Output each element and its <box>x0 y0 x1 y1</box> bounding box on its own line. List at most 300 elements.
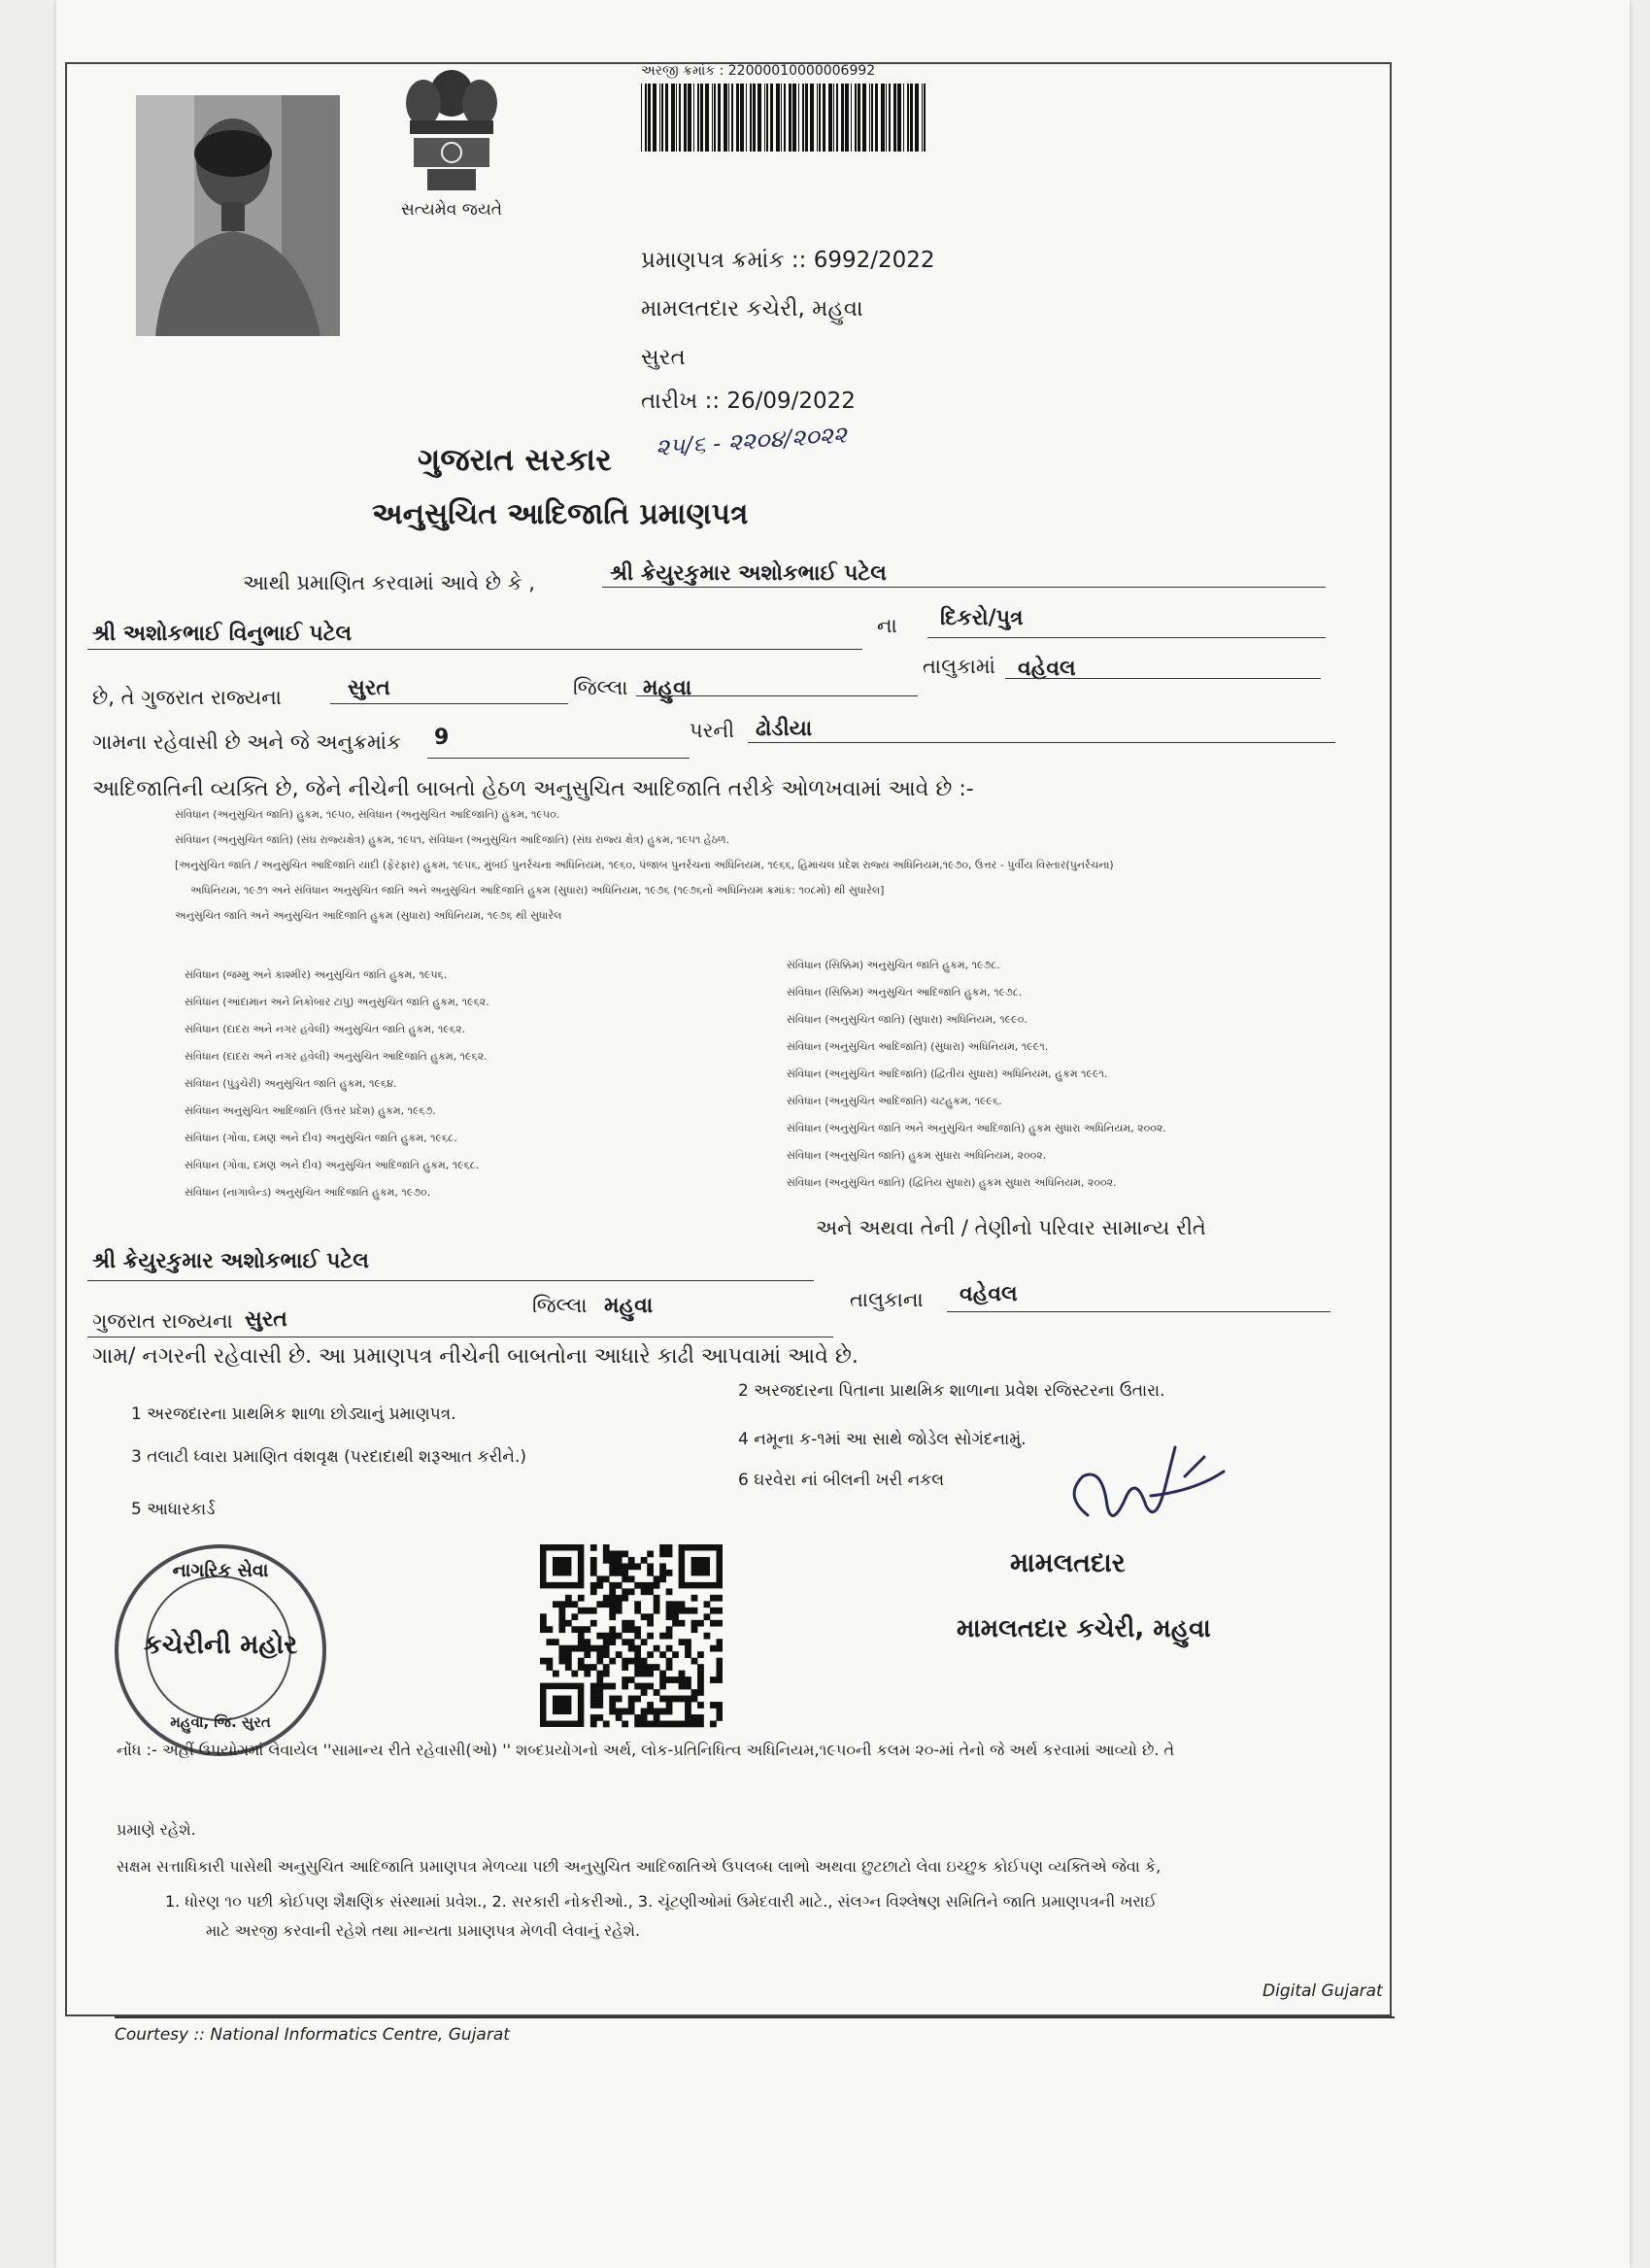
qr-module <box>666 1696 673 1703</box>
qr-module <box>622 1563 628 1570</box>
qr-module <box>647 1702 654 1709</box>
barcode-bar <box>862 84 866 152</box>
qr-module <box>616 1582 623 1589</box>
qr-module <box>634 1714 641 1721</box>
taluka-label-2: તાલુકાના <box>850 1288 924 1311</box>
qr-module <box>565 1601 572 1608</box>
qr-module <box>558 1613 565 1620</box>
state-prefix: છે, તે ગુજરાત રાજ્યના <box>92 686 282 709</box>
qr-module <box>717 1671 723 1677</box>
qr-module <box>590 1620 597 1627</box>
barcode-bar <box>886 84 887 152</box>
order-line: અનુસુચિત જાતિ અને અનુસુચિત આદિજાતિ હુકમ (સુધારા) અધિનિયમ, ૧૯૭૬ થી સુધારેલ <box>175 909 562 922</box>
footer-courtesy: Courtesy :: National Informatics Centre, Gujarat <box>115 2025 510 2045</box>
qr-module <box>565 1651 572 1658</box>
qr-module <box>634 1721 641 1728</box>
qr-module <box>647 1671 654 1677</box>
qr-module <box>647 1721 654 1728</box>
qr-module <box>609 1557 616 1564</box>
order-item: સંવિધાન (અનુસુચિત જાતિ) (સુધારા) અધિનિયમ, ૧૯૯૦. <box>787 1013 1027 1026</box>
order-item: સંવિધાન (અનુસુચિત આદિજાતિ) (દ્વિતીય સુધારા) અધિનિયમ, હુકમ ૧૯૯૧. <box>787 1067 1108 1080</box>
qr-module <box>710 1721 717 1728</box>
qr-module <box>697 1714 704 1721</box>
taluka-label: તાલુકામાં <box>923 655 995 678</box>
qr-module <box>634 1563 641 1570</box>
family-text: અને અથવા તેની / તેણીનો પરિવાર સામાન્ય રીતે <box>816 1216 1206 1239</box>
barcode-bar <box>653 84 657 152</box>
order-item: સંવિધાન (દાદરા અને નગર હવેલી) અનુસુચિત આદિજાતિ હુકમ, ૧૯૬૨. <box>185 1050 488 1063</box>
qr-module <box>553 1601 559 1608</box>
qr-module <box>628 1563 635 1570</box>
qr-module <box>609 1639 616 1645</box>
serial-line <box>427 758 690 759</box>
qr-module <box>571 1601 578 1608</box>
order-item: સંવિધાન (અનુસુચિત જાતિ) (દ્વિતિય સુધારા) હુકમ સુધારા અધિનિયમ, ૨૦૦૨. <box>787 1176 1117 1189</box>
qr-module <box>634 1633 641 1640</box>
qr-module <box>666 1613 673 1620</box>
qr-module <box>666 1645 673 1652</box>
qr-module <box>691 1696 698 1703</box>
barcode-bar <box>792 84 796 152</box>
barcode-bar <box>828 84 832 152</box>
barcode-bar <box>869 84 870 152</box>
qr-module <box>616 1563 623 1570</box>
qr-module <box>654 1689 660 1696</box>
issue-date: તારીખ :: 26/09/2022 <box>641 389 856 414</box>
qr-module <box>697 1702 704 1709</box>
barcode-bar <box>718 84 721 152</box>
qr-module <box>609 1563 616 1570</box>
qr-module <box>578 1664 585 1671</box>
qr-module <box>659 1550 666 1557</box>
qr-module <box>590 1582 597 1589</box>
qr-module <box>685 1696 691 1703</box>
qr-module <box>603 1544 610 1551</box>
qr-module <box>622 1709 628 1715</box>
qr-module <box>717 1714 723 1721</box>
barcode-bar <box>753 84 756 152</box>
office-seal <box>115 1544 326 1756</box>
qr-module <box>666 1626 673 1633</box>
parni-label: પરની <box>690 719 735 742</box>
intro-text: આથી પ્રમાણિત કરવામાં આવે છે કે , <box>243 571 535 594</box>
qr-module <box>622 1575 628 1582</box>
signature <box>1059 1438 1243 1544</box>
qr-module <box>659 1709 666 1715</box>
qr-module <box>717 1709 723 1715</box>
qr-module <box>666 1570 673 1576</box>
applicant-name: શ્રી ક્રેયુરકુમાર અશોકભાઈ પટેલ <box>610 561 887 586</box>
order-item: સંવિધાન (ગોવા, દમણ અને દીવ) અનુસુચિત આદિજાતિ હુકમ, ૧૯૬૮. <box>185 1159 480 1171</box>
qr-module <box>558 1608 565 1614</box>
qr-module <box>590 1645 597 1652</box>
barcode-bar <box>855 84 857 152</box>
qr-module <box>628 1696 635 1703</box>
qr-module <box>710 1676 717 1683</box>
barcode-bar <box>897 84 901 152</box>
order-line: સંવિધાન (અનુસુચિત જાતિ) હુકમ, ૧૯૫૦, સંવિધાન (અનુસુચિત આદિજાતિ) હુકમ, ૧૯૫૦. <box>175 808 560 821</box>
certificate-number: પ્રમાણપત્ર ક્રમાંક :: 6992/2022 <box>641 248 935 273</box>
qr-module <box>565 1658 572 1665</box>
district-value: સુરત <box>348 676 390 700</box>
qr-module <box>717 1702 723 1709</box>
barcode-bar <box>746 84 747 152</box>
applicant-photo <box>136 95 340 336</box>
qr-module <box>571 1671 578 1677</box>
qr-module <box>641 1639 648 1645</box>
qr-module <box>659 1676 666 1683</box>
qr-module <box>628 1588 635 1595</box>
qr-module <box>622 1550 628 1557</box>
qr-module <box>609 1595 616 1602</box>
qr-module <box>691 1721 698 1728</box>
qr-module <box>672 1620 679 1627</box>
taluka-value-2: મહુવા <box>604 1294 654 1318</box>
qr-module <box>584 1671 590 1677</box>
qr-module <box>691 1608 698 1614</box>
basis-text: ગામ/ નગરની રહેવાસી છે. આ પ્રમાણપત્ર નીચેની બાબતોના આધારે કાઢી આપવામાં આવે છે. <box>92 1344 859 1369</box>
qr-module <box>717 1608 723 1614</box>
qr-module <box>565 1595 572 1602</box>
qr-module <box>697 1671 704 1677</box>
qr-module <box>672 1721 679 1728</box>
barcode-bar <box>731 84 733 152</box>
qr-module <box>596 1696 603 1703</box>
qr-module <box>679 1671 686 1677</box>
qr-module <box>634 1601 641 1608</box>
qr-module <box>685 1683 691 1690</box>
note-line: નોંધ :- અહીં ઉપયોગમાં લેવાયેલ ''સામાન્ય રીતે રહેવાસી(ઓ) '' શબ્દપ્રયોગનો અર્થ, લોક-પ્રતિનિધિત્વ અધિનિયમ,૧૯૫૦ની કલમ ૨૦-માં તેનો જે અર્થ કરવામાં આવ્યો છે. તે <box>117 1741 1175 1759</box>
qr-module <box>609 1588 616 1595</box>
qr-module <box>622 1595 628 1602</box>
qr-module <box>628 1645 635 1652</box>
qr-module <box>546 1664 553 1671</box>
barcode-bar <box>648 84 651 152</box>
order-item: સંવિધાન (અનુસુચિત જાતિ અને અનુસુચિત આદિજાતિ) હુકમ સુધારા અધિનિયમ, ૨૦૦૨. <box>787 1122 1166 1134</box>
note-line: સક્ષમ સત્તાધિકારી પાસેથી અનુસુચિત આદિજાતિ પ્રમાણપત્ર મેળવ્યા પછી અનુસુચિત આદિજાતિએ ઉપલબ્ધ લાભો અથવા છુટછાટો લેવા ઇચ્છુક કોઈપણ વ્યક્તિએ જેવા કે, <box>117 1857 1162 1876</box>
qr-module <box>565 1620 572 1627</box>
qr-module <box>584 1608 590 1614</box>
barcode-bar <box>915 84 919 152</box>
qr-module <box>622 1620 628 1627</box>
relation-value: દિકરો/પુત્ર <box>940 606 1024 630</box>
barcode-bar <box>758 84 761 152</box>
qr-module <box>558 1626 565 1633</box>
qr-module <box>540 1626 547 1633</box>
barcode-bar <box>893 84 896 152</box>
qr-module <box>578 1645 585 1652</box>
qr-module <box>641 1582 648 1589</box>
qr-module <box>590 1714 597 1721</box>
qr-module <box>590 1664 597 1671</box>
qr-module <box>596 1658 603 1665</box>
district-line <box>330 703 568 704</box>
qr-module <box>603 1651 610 1658</box>
qr-module <box>603 1550 610 1557</box>
barcode-bar <box>922 84 923 152</box>
qr-module <box>647 1651 654 1658</box>
qr-module <box>628 1639 635 1645</box>
village-line <box>1005 678 1321 679</box>
barcode-bar <box>924 84 926 152</box>
qr-module <box>634 1696 641 1703</box>
barcode-bar <box>676 84 677 152</box>
qr-module <box>647 1570 654 1576</box>
qr-module <box>596 1676 603 1683</box>
qr-module <box>685 1721 691 1728</box>
qr-module <box>641 1709 648 1715</box>
qr-module <box>641 1714 648 1721</box>
qr-module <box>679 1676 686 1683</box>
qr-module <box>622 1721 628 1728</box>
qr-module <box>603 1683 610 1690</box>
qr-module <box>647 1563 654 1570</box>
jillo-label: જિલ્લા <box>573 676 628 699</box>
qr-finder <box>553 1557 571 1575</box>
qr-module <box>634 1683 641 1690</box>
qr-module <box>717 1645 723 1652</box>
barcode-bar <box>907 84 909 152</box>
qr-module <box>578 1658 585 1665</box>
qr-module <box>565 1645 572 1652</box>
qr-module <box>697 1689 704 1696</box>
qr-module <box>634 1645 641 1652</box>
qr-module <box>622 1683 628 1690</box>
qr-module <box>691 1689 698 1696</box>
qr-module <box>691 1595 698 1602</box>
qr-module <box>697 1651 704 1658</box>
qr-module <box>641 1671 648 1677</box>
village-value: વહેવલ <box>1018 657 1076 681</box>
qr-module <box>609 1683 616 1690</box>
qr-module <box>596 1671 603 1677</box>
barcode <box>641 84 928 152</box>
barcode-bar <box>823 84 825 152</box>
qr-module <box>628 1557 635 1564</box>
qr-module <box>590 1588 597 1595</box>
footer-divider <box>115 2016 1395 2018</box>
qr-module <box>666 1588 673 1595</box>
qr-module <box>609 1608 616 1614</box>
document-item: 3 તલાટી ધ્વારા પ્રમાણિત વંશવૃક્ષ (પરદાદાથી શરૂઆત કરીને.) <box>131 1447 526 1467</box>
barcode-bar <box>766 84 768 152</box>
qr-module <box>691 1620 698 1627</box>
qr-module <box>596 1575 603 1582</box>
qr-module <box>710 1620 717 1627</box>
village-value-2: વહેવલ <box>960 1282 1018 1306</box>
qr-module <box>666 1676 673 1683</box>
qr-module <box>596 1601 603 1608</box>
qr-module <box>558 1651 565 1658</box>
barcode-bar <box>705 84 709 152</box>
note-line: માટે અરજી કરવાની રહેશે તથા માન્યતા પ્રમાણપત્ર મેળવી લેવાનું રહેશે. <box>206 1921 641 1940</box>
qr-module <box>565 1664 572 1671</box>
barcode-bar <box>784 84 786 152</box>
district-value-2: સુરત <box>245 1307 287 1332</box>
qr-module <box>553 1671 559 1677</box>
barcode-bar <box>836 84 838 152</box>
father-name: શ્રી અશોકભાઈ વિનુભાઈ પટેલ <box>92 622 353 646</box>
barcode-bar <box>724 84 727 152</box>
qr-module <box>666 1664 673 1671</box>
qr-module <box>679 1601 686 1608</box>
qr-module <box>672 1601 679 1608</box>
order-item: સંવિધાન (જમ્મુ અને કાશ્મીર) અનુસુચિત જાતિ હુકમ, ૧૯૫૬. <box>185 968 448 981</box>
orders-left-list <box>185 962 489 1206</box>
barcode-bar <box>858 84 860 152</box>
qr-module <box>672 1696 679 1703</box>
qr-module <box>590 1683 597 1690</box>
qr-module <box>654 1575 660 1582</box>
qr-module <box>654 1721 660 1728</box>
barcode-bar <box>802 84 804 152</box>
qr-module <box>590 1563 597 1570</box>
qr-module <box>641 1664 648 1671</box>
order-item: સંવિધાન (અનુસુચિત જાતિ) હુકમ સુધારા અધિનિયમ, ૨૦૦૨. <box>787 1149 1047 1162</box>
qr-module <box>596 1689 603 1696</box>
qr-module <box>672 1651 679 1658</box>
qr-module <box>685 1676 691 1683</box>
qr-module <box>710 1595 717 1602</box>
qr-module <box>717 1658 723 1665</box>
qr-module <box>641 1721 648 1728</box>
qr-module <box>634 1671 641 1677</box>
order-item: સંવિધાન (અનુસુચિત આદિજાતિ) (સુધારા) અધિનિયમ, ૧૯૯૧. <box>787 1040 1049 1053</box>
seal-bottom-text: મહુવા, જિ. સુરત <box>170 1713 271 1731</box>
order-item: સંવિધાન (સિક્કિમ) અનુસુચિત આદિજાતિ હુકમ, ૧૯૭૮. <box>787 986 1023 999</box>
barcode-bar <box>679 84 681 152</box>
qr-module <box>679 1620 686 1627</box>
barcode-bar <box>810 84 814 152</box>
qr-module <box>672 1613 679 1620</box>
qr-module <box>578 1633 585 1640</box>
qr-module <box>672 1608 679 1614</box>
order-item: સંવિધાન (ગોવા, દમણ અને દીવ) અનુસુચિત જાતિ હુકમ, ૧૯૬૮. <box>185 1132 457 1144</box>
qr-module <box>616 1595 623 1602</box>
qr-module <box>616 1651 623 1658</box>
barcode-bar <box>697 84 699 152</box>
order-item: સંવિધાન (સિક્કિમ) અનુસુચિત જાતિ હુકમ, ૧૯૭૮. <box>787 959 1000 971</box>
qr-module <box>596 1714 603 1721</box>
qr-module <box>590 1608 597 1614</box>
barcode-bar <box>688 84 691 152</box>
qr-module <box>685 1702 691 1709</box>
qr-module <box>654 1714 660 1721</box>
qr-module <box>603 1645 610 1652</box>
barcode-bar <box>781 84 782 152</box>
qr-module <box>647 1620 654 1627</box>
signatory-title: મામલતદાર <box>1010 1548 1126 1578</box>
order-item: સંવિધાન (અનુસુચિત આદિજાતિ) ચટહુકમ, ૧૯૯૬. <box>787 1095 1002 1107</box>
qr-module <box>641 1588 648 1595</box>
tribe-value: ઢોડીયા <box>756 717 813 741</box>
qr-module <box>704 1613 711 1620</box>
qr-module <box>666 1633 673 1640</box>
qr-module <box>697 1721 704 1728</box>
seal-top-text: નાગરિક સેવા <box>172 1560 269 1581</box>
note-line: પ્રમાણે રહેશે. <box>117 1820 196 1839</box>
qr-module <box>603 1721 610 1728</box>
taluka-value: મહુવા <box>643 676 692 700</box>
qr-module <box>616 1608 623 1614</box>
note-line: 1. ધોરણ ૧૦ પછી કોઈપણ શૈક્ષણિક સંસ્થામાં પ્રવેશ., 2. સરકારી નોકરીઓ., 3. ચૂંટણીઓમાં ઉમેદવારી માટે., સંલગ્ન વિશ્લેષણ સમિતિને જાતિ પ્રમાણપત્રની ખરાઈ <box>165 1892 1157 1911</box>
qr-module <box>666 1658 673 1665</box>
qr-module <box>659 1544 666 1551</box>
qr-module <box>596 1683 603 1690</box>
qr-module <box>685 1714 691 1721</box>
qr-module <box>584 1626 590 1633</box>
qr-module <box>578 1626 585 1633</box>
qr-module <box>641 1557 648 1564</box>
qr-module <box>540 1613 547 1620</box>
qr-module <box>616 1633 623 1640</box>
qr-module <box>596 1645 603 1652</box>
qr-module <box>685 1709 691 1715</box>
qr-module <box>609 1626 616 1633</box>
relation-line <box>927 637 1326 638</box>
qr-module <box>603 1633 610 1640</box>
issuing-office: મામલતદાર કચેરી, મહુવા <box>641 296 863 322</box>
qr-module <box>647 1683 654 1690</box>
barcode-bar <box>889 84 891 152</box>
document-item: 6 ઘરવેરા નાં બીલની ખરી નકલ <box>738 1471 945 1490</box>
qr-module <box>622 1626 628 1633</box>
seal-center-text: કચેરીની મહોર <box>143 1630 298 1660</box>
qr-module <box>590 1689 597 1696</box>
qr-module <box>609 1658 616 1665</box>
certificate-title: અનુસુચિત આદિજાતિ પ્રમાણપત્ર <box>372 497 749 531</box>
qr-module <box>596 1582 603 1589</box>
document-item: 4 નમૂના ક-૧માં આ સાથે જોડેલ સોગંદનામું. <box>738 1430 1027 1449</box>
qr-module <box>654 1601 660 1608</box>
barcode-bar <box>817 84 818 152</box>
barcode-bar <box>665 84 668 152</box>
qr-module <box>546 1658 553 1665</box>
qr-module <box>666 1702 673 1709</box>
qr-module <box>717 1664 723 1671</box>
qr-module <box>679 1639 686 1645</box>
order-line: [અનુસુચિત જાતિ / અનુસુચિત આદિજાતિ યાદી (ફેરફાર) હુકમ, ૧૯૫૬, મુંબઈ પુનર્રચના અધિનિયમ, ૧૯૬૦, પંજાબ પુનર્રચના અધિનિયમ, ૧૯૬૬, હિમાચલ પ્રદેશ રાજ્ય અધિનિયમ,૧૯૭૦, ઉત્તર - પુર્વીય વિસ્તાર(પુનર્રચના) <box>175 859 1114 871</box>
barcode-bar <box>841 84 844 152</box>
qr-module <box>609 1582 616 1589</box>
qr-module <box>571 1626 578 1633</box>
barcode-bar <box>700 84 703 152</box>
qr-module <box>628 1658 635 1665</box>
barcode-bar <box>728 84 729 152</box>
document-item: 2 અરજદારના પિતાના પ્રાથમિક શાળાના પ્રવેશ રજિસ્ટરના ઉતારા. <box>738 1381 1165 1401</box>
qr-module <box>590 1570 597 1576</box>
barcode-bar <box>903 84 904 152</box>
qr-module <box>654 1608 660 1614</box>
qr-module <box>622 1658 628 1665</box>
qr-module <box>659 1683 666 1690</box>
qr-module <box>654 1709 660 1715</box>
qr-module <box>584 1651 590 1658</box>
qr-module <box>596 1633 603 1640</box>
qr-module <box>622 1676 628 1683</box>
qr-module <box>616 1557 623 1564</box>
qr-module <box>666 1709 673 1715</box>
barcode-bar <box>641 84 642 152</box>
qr-finder <box>553 1696 571 1714</box>
qr-module <box>641 1613 648 1620</box>
qr-module <box>691 1626 698 1633</box>
taluka-line <box>636 695 918 696</box>
qr-module <box>616 1570 623 1576</box>
qr-module <box>697 1676 704 1683</box>
qr-module <box>666 1721 673 1728</box>
barcode-bar <box>881 84 885 152</box>
